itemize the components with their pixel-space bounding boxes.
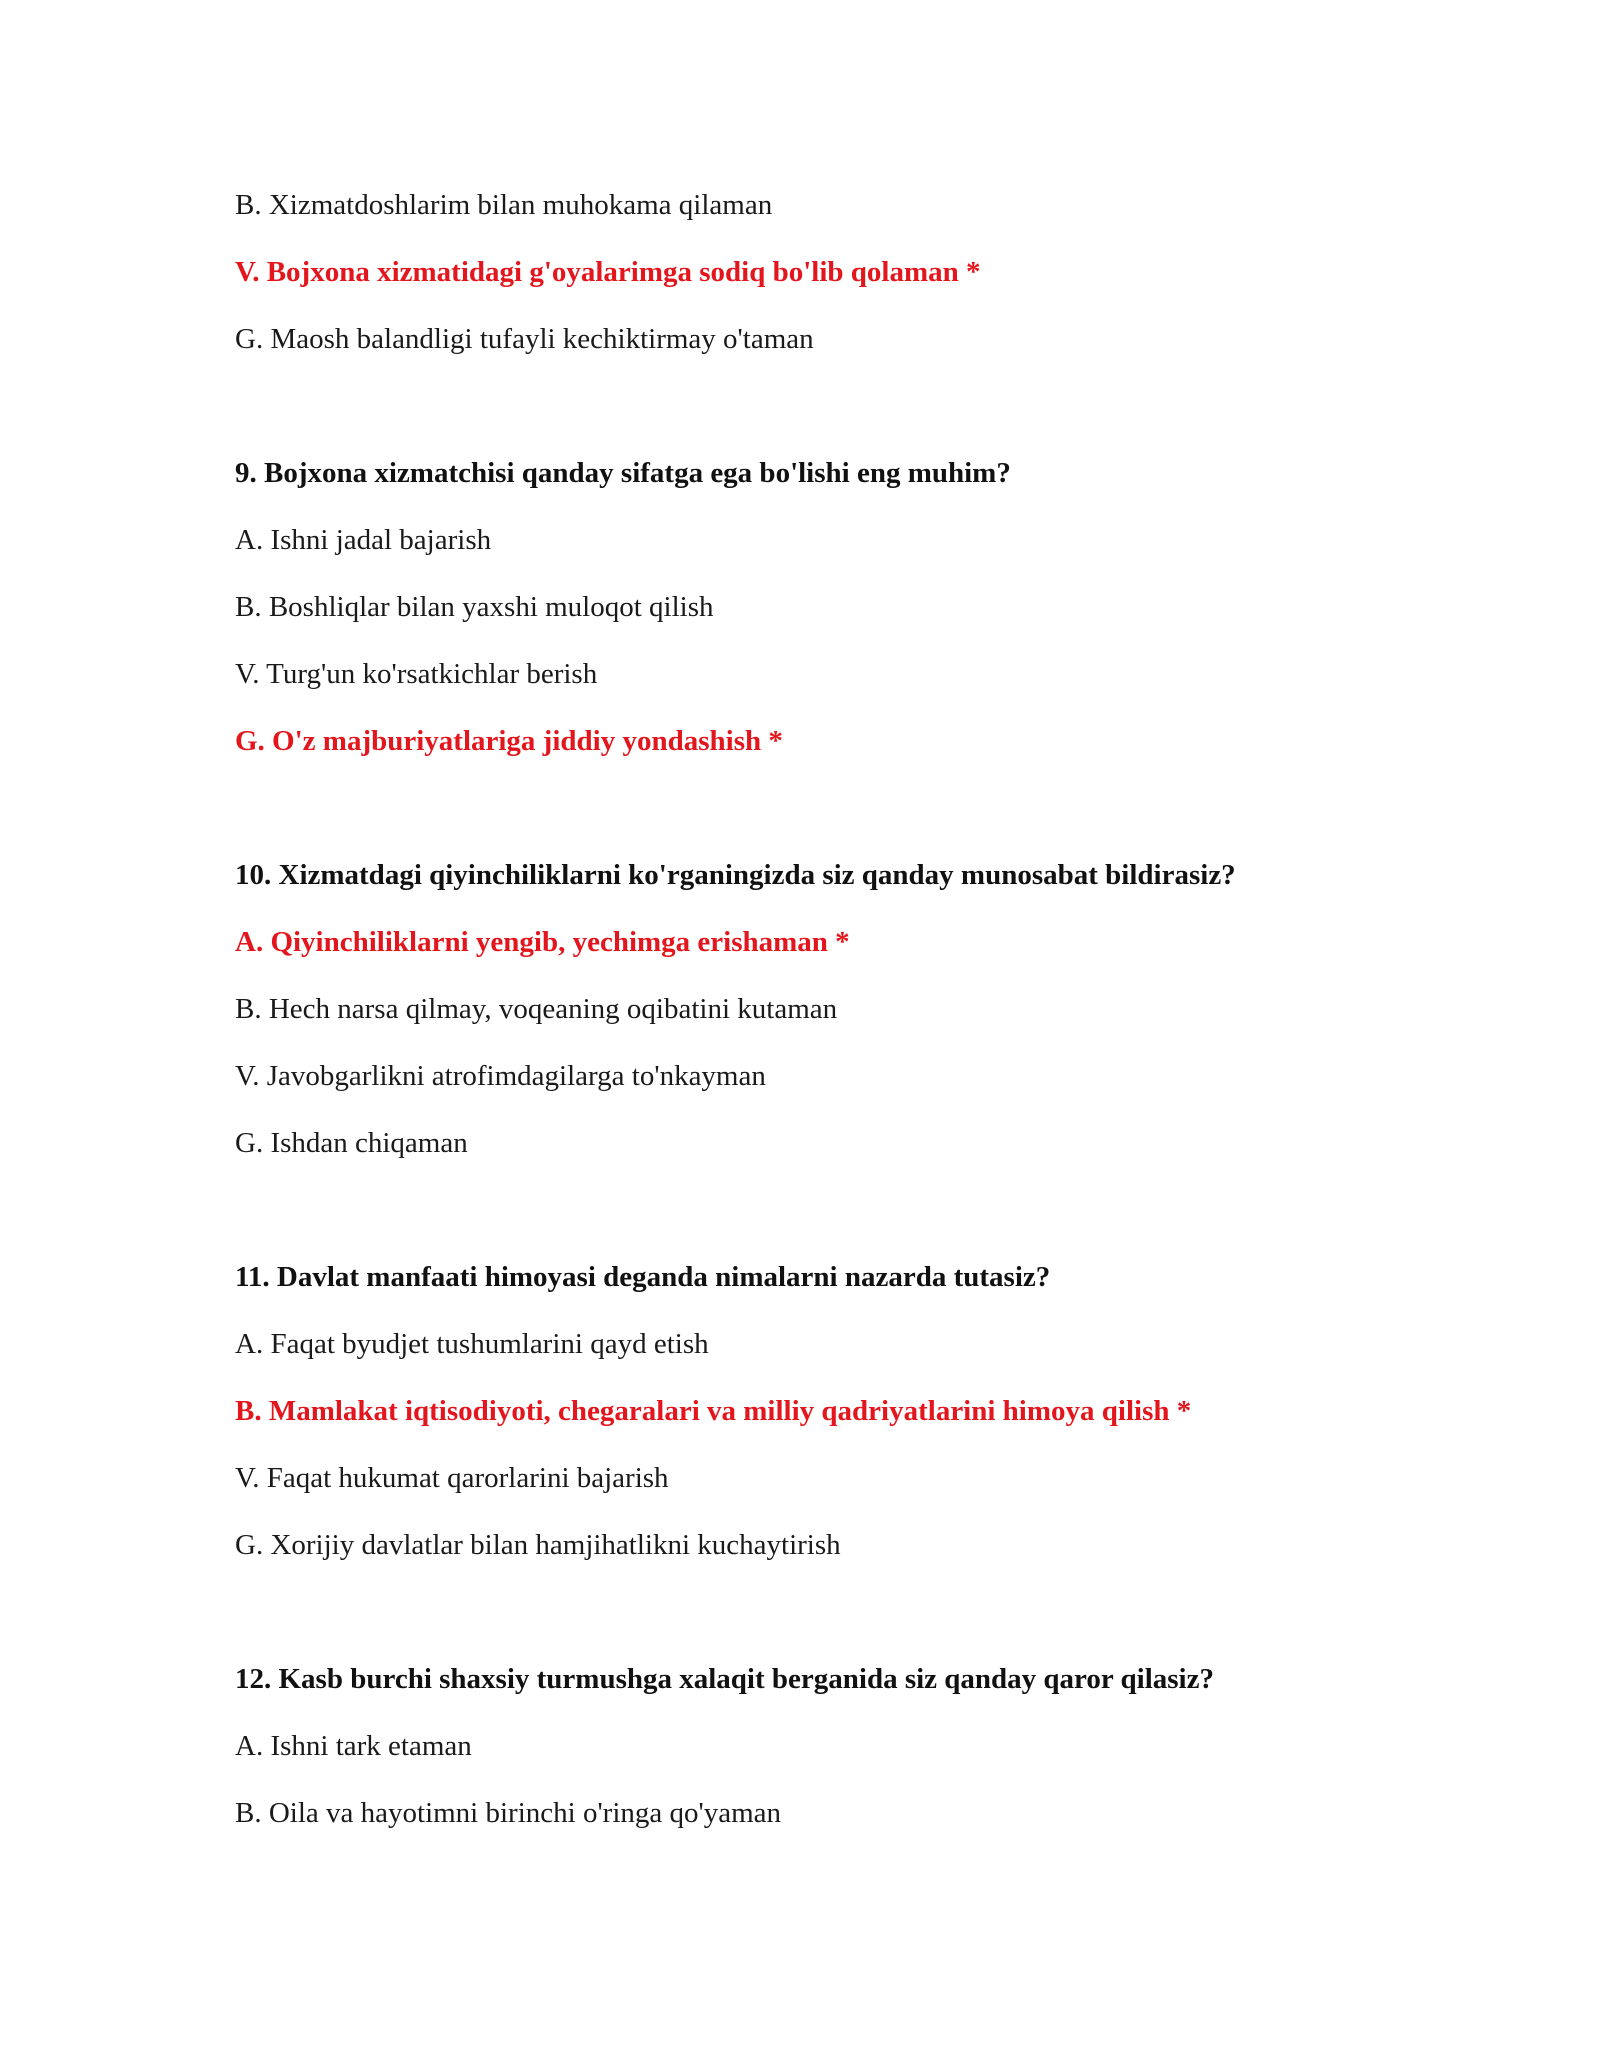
question-12-heading: 12. Kasb burchi shaxsiy turmushga xalaqit berganida siz qanday qaror qilasiz? <box>235 1663 1214 1695</box>
correct-answer-option: V. Bojxona xizmatidagi g'oyalarimga sodiq bo'lib qolaman * <box>235 256 981 288</box>
answer-option: G. Maosh balandligi tufayli kechiktirmay o'taman <box>235 323 814 355</box>
question-11-heading: 11. Davlat manfaati himoyasi deganda nimalarni nazarda tutasiz? <box>235 1261 1051 1293</box>
answer-option: A. Ishni tark etaman <box>235 1730 472 1762</box>
correct-answer-option: G. O'z majburiyatlariga jiddiy yondashish * <box>235 725 783 757</box>
correct-answer-option: B. Mamlakat iqtisodiyoti, chegaralari va milliy qadriyatlarini himoya qilish * <box>235 1395 1192 1427</box>
answer-option: A. Ishni jadal bajarish <box>235 524 492 556</box>
question-9-heading: 9. Bojxona xizmatchisi qanday sifatga ega bo'lishi eng muhim? <box>235 457 1011 489</box>
answer-option: G. Xorijiy davlatlar bilan hamjihatlikni kuchaytirish <box>235 1529 841 1561</box>
answer-option: B. Oila va hayotimni birinchi o'ringa qo'yaman <box>235 1797 782 1829</box>
answer-option: V. Faqat hukumat qarorlarini bajarish <box>235 1462 669 1494</box>
answer-option: V. Turg'un ko'rsatkichlar berish <box>235 658 598 690</box>
answer-option: B. Xizmatdoshlarim bilan muhokama qilaman <box>235 189 773 221</box>
answer-option: B. Boshliqlar bilan yaxshi muloqot qilish <box>235 591 714 623</box>
answer-option: A. Faqat byudjet tushumlarini qayd etish <box>235 1328 709 1360</box>
answer-option: G. Ishdan chiqaman <box>235 1127 468 1159</box>
question-10-heading: 10. Xizmatdagi qiyinchiliklarni ko'rganingizda siz qanday munosabat bildirasiz? <box>235 859 1236 891</box>
answer-option: V. Javobgarlikni atrofimdagilarga to'nkayman <box>235 1060 766 1092</box>
correct-answer-option: A. Qiyinchiliklarni yengib, yechimga erishaman * <box>235 926 850 958</box>
answer-option: B. Hech narsa qilmay, voqeaning oqibatini kutaman <box>235 993 838 1025</box>
